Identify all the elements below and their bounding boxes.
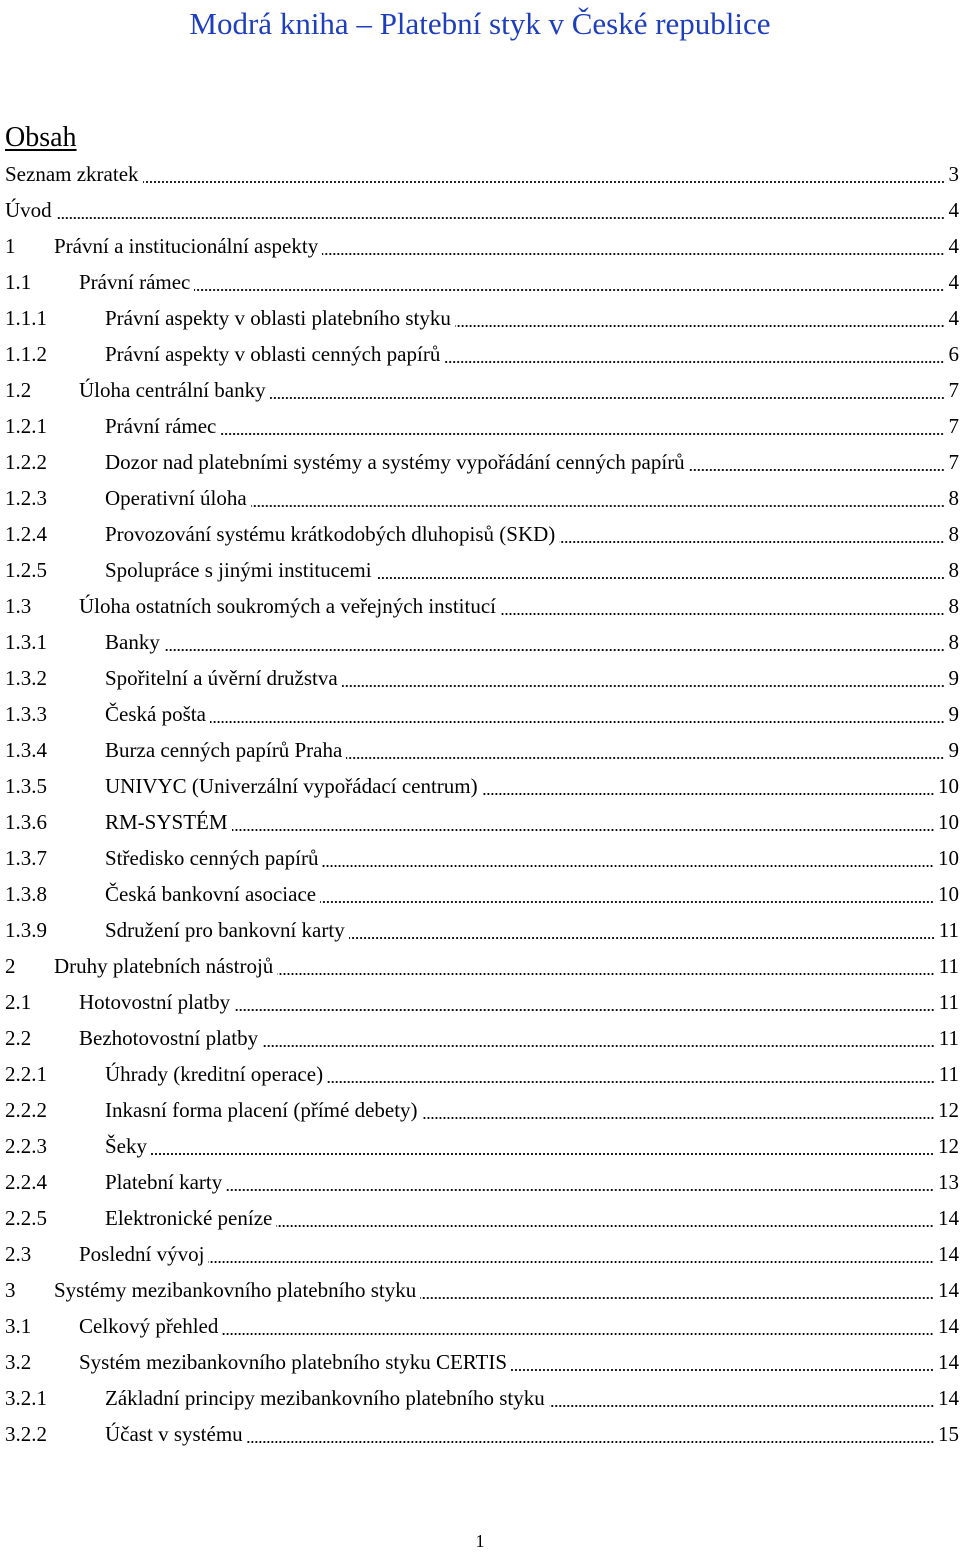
toc-entry[interactable] xyxy=(5,372,959,408)
toc-leader-dots xyxy=(210,721,945,723)
page-number: 1 xyxy=(475,1531,485,1551)
toc-leader-dots xyxy=(277,973,934,975)
toc-entry-page: 9 xyxy=(945,738,960,763)
toc-entry-page: 14 xyxy=(934,1278,959,1303)
toc-leader-dots xyxy=(320,901,934,903)
toc-leader-dots xyxy=(270,397,945,399)
toc-entry-number: 1.2.2 xyxy=(5,449,47,474)
toc-leader-dots xyxy=(247,1441,934,1443)
toc-entry-page: 13 xyxy=(934,1170,959,1195)
toc-entry[interactable] xyxy=(5,1272,959,1308)
toc-entry-page: 8 xyxy=(945,630,960,655)
toc-entry[interactable] xyxy=(5,480,959,516)
toc-entry-page: 14 xyxy=(934,1242,959,1267)
toc-entry-title: Inkasní forma placení (přímé debety) xyxy=(105,1098,422,1123)
toc-entry-page: 8 xyxy=(945,558,960,583)
document-title: Modrá kniha – Platební styk v České republice xyxy=(189,6,771,41)
toc-entry-page: 7 xyxy=(945,378,960,403)
toc-entry-title: Úloha ostatních soukromých a veřejných institucí xyxy=(79,594,500,619)
toc-entry-number: 1.3 xyxy=(5,593,32,618)
toc-leader-dots xyxy=(322,865,934,867)
toc-entry[interactable] xyxy=(5,192,959,228)
toc-leader-dots xyxy=(151,1153,934,1155)
toc-entry-title: Základní principy mezibankovního platebního styku xyxy=(105,1386,549,1411)
toc-entry-number: 1 xyxy=(5,233,16,258)
toc-entry-title: Seznam zkratek xyxy=(5,162,143,187)
toc-entry-number: 1.3.1 xyxy=(5,629,47,654)
toc-leader-dots xyxy=(444,361,944,363)
toc-entry-page: 11 xyxy=(935,1026,959,1051)
toc-leader-dots xyxy=(455,325,945,327)
toc-entry-page: 8 xyxy=(945,522,960,547)
toc-entry-page: 15 xyxy=(934,1422,959,1447)
toc-entry[interactable] xyxy=(5,336,959,372)
toc-leader-dots xyxy=(422,1117,934,1119)
toc-leader-dots xyxy=(56,217,945,219)
toc-leader-dots xyxy=(251,505,945,507)
toc-entry-number: 1.2.1 xyxy=(5,413,47,438)
toc-leader-dots xyxy=(689,469,945,471)
toc-entry-title: Banky xyxy=(105,630,164,655)
toc-entry[interactable] xyxy=(5,840,959,876)
toc-entry-number: 3.2.2 xyxy=(5,1421,47,1446)
toc-entry-number: 2.3 xyxy=(5,1241,32,1266)
toc-entry-number: 1.3.5 xyxy=(5,773,47,798)
toc-leader-dots xyxy=(322,253,944,255)
toc-entry-title: Hotovostní platby xyxy=(79,990,234,1015)
toc-leader-dots xyxy=(349,937,935,939)
toc-entry-number: 1.3.4 xyxy=(5,737,47,762)
toc-entry-page: 10 xyxy=(934,810,959,835)
toc-entry-page: 14 xyxy=(934,1206,959,1231)
toc-entry[interactable] xyxy=(5,1344,959,1380)
toc-leader-dots xyxy=(232,829,934,831)
toc-entry-title: Sdružení pro bankovní karty xyxy=(105,918,349,943)
toc-entry-number: 1.3.3 xyxy=(5,701,47,726)
toc-entry-page: 9 xyxy=(945,702,960,727)
toc-leader-dots xyxy=(482,793,934,795)
toc-entry-number: 2.2 xyxy=(5,1025,32,1050)
toc-entry[interactable] xyxy=(5,300,959,336)
toc-entry-page: 7 xyxy=(945,450,960,475)
toc-leader-dots xyxy=(194,289,944,291)
toc-entry-page: 8 xyxy=(945,486,960,511)
toc-leader-dots xyxy=(376,577,945,579)
toc-entry-number: 2 xyxy=(5,953,16,978)
toc-entry-title: Právní rámec xyxy=(79,270,194,295)
toc-entry[interactable] xyxy=(5,624,959,660)
toc-entry-number: 3.2.1 xyxy=(5,1385,47,1410)
toc-entry-page: 6 xyxy=(945,342,960,367)
toc-entry-page: 11 xyxy=(935,954,959,979)
toc-entry-title: Dozor nad platebními systémy a systémy vypořádání cenných papírů xyxy=(105,450,689,475)
toc-entry[interactable] xyxy=(5,516,959,552)
toc-entry-title: Středisko cenných papírů xyxy=(105,846,322,871)
toc-entry-number: 2.1 xyxy=(5,989,32,1014)
toc-entry[interactable] xyxy=(5,1380,959,1416)
toc-entry-number: 3.2 xyxy=(5,1349,32,1374)
toc-entry-page: 4 xyxy=(945,234,960,259)
toc-entry-title: Česká bankovní asociace xyxy=(105,882,320,907)
toc-entry-page: 10 xyxy=(934,774,959,799)
toc-entry-title: Úvod xyxy=(5,198,56,223)
toc-entry[interactable] xyxy=(5,156,959,192)
toc-entry-title: UNIVYC (Univerzální vypořádací centrum) xyxy=(105,774,482,799)
toc-entry-number: 1.2.5 xyxy=(5,557,47,582)
toc-entry-number: 2.2.5 xyxy=(5,1205,47,1230)
toc-entry-title: Provozování systému krátkodobých dluhopisů (SKD) xyxy=(105,522,559,547)
toc-entry[interactable] xyxy=(5,1092,959,1128)
toc-leader-dots xyxy=(342,685,945,687)
toc-leader-dots xyxy=(549,1405,934,1407)
toc-entry-title: Systém mezibankovního platebního styku CERTIS xyxy=(79,1350,511,1375)
toc-entry-number: 1.1.1 xyxy=(5,305,47,330)
toc-entry-page: 11 xyxy=(935,918,959,943)
toc-entry-number: 1.3.2 xyxy=(5,665,47,690)
toc-entry-number: 1.2.3 xyxy=(5,485,47,510)
toc-entry-page: 11 xyxy=(935,1062,959,1087)
toc-entry-page: 8 xyxy=(945,594,960,619)
toc-entry-number: 1.2 xyxy=(5,377,32,402)
toc-entry-page: 12 xyxy=(934,1134,959,1159)
toc-entry-number: 1.2.4 xyxy=(5,521,47,546)
toc-entry-number: 2.2.2 xyxy=(5,1097,47,1122)
toc-entry-page: 4 xyxy=(945,306,960,331)
toc-leader-dots xyxy=(500,613,945,615)
toc-leader-dots xyxy=(511,1369,934,1371)
toc-entry-title: Spořitelní a úvěrní družstva xyxy=(105,666,342,691)
toc-entry-number: 1.3.8 xyxy=(5,881,47,906)
toc-entry-number: 2.2.3 xyxy=(5,1133,47,1158)
toc-entry-title: Bezhotovostní platby xyxy=(79,1026,262,1051)
toc-entry-number: 2.2.1 xyxy=(5,1061,47,1086)
toc-entry[interactable] xyxy=(5,264,959,300)
toc-entry[interactable] xyxy=(5,408,959,444)
toc-leader-dots xyxy=(220,433,944,435)
toc-entry[interactable] xyxy=(5,696,959,732)
toc-entry-title: Poslední vývoj xyxy=(79,1242,208,1267)
toc-leader-dots xyxy=(222,1333,934,1335)
toc-leader-dots xyxy=(143,181,945,183)
toc-entry[interactable] xyxy=(5,228,959,264)
toc-entry[interactable] xyxy=(5,1128,959,1164)
toc-entry-title: Šeky xyxy=(105,1134,151,1159)
toc-entry[interactable] xyxy=(5,660,959,696)
toc-heading: Obsah xyxy=(5,122,77,153)
table-of-contents xyxy=(5,156,959,1452)
toc-entry[interactable] xyxy=(5,1200,959,1236)
toc-entry-title: Právní aspekty v oblasti platebního styku xyxy=(105,306,455,331)
toc-leader-dots xyxy=(164,649,945,651)
toc-entry-page: 4 xyxy=(945,198,960,223)
toc-entry-title: Právní rámec xyxy=(105,414,220,439)
toc-entry-page: 3 xyxy=(945,162,960,187)
toc-entry-page: 14 xyxy=(934,1314,959,1339)
toc-entry-page: 7 xyxy=(945,414,960,439)
toc-entry[interactable] xyxy=(5,444,959,480)
toc-entry-page: 9 xyxy=(945,666,960,691)
toc-entry-title: Celkový přehled xyxy=(79,1314,222,1339)
toc-leader-dots xyxy=(234,1009,935,1011)
toc-entry-title: Úloha centrální banky xyxy=(79,378,270,403)
toc-leader-dots xyxy=(420,1297,934,1299)
toc-entry-number: 1.3.7 xyxy=(5,845,47,870)
toc-entry[interactable] xyxy=(5,1416,959,1452)
toc-entry[interactable] xyxy=(5,876,959,912)
toc-entry-number: 2.2.4 xyxy=(5,1169,47,1194)
toc-entry[interactable] xyxy=(5,588,959,624)
toc-entry[interactable] xyxy=(5,552,959,588)
toc-entry-title: Česká pošta xyxy=(105,702,210,727)
toc-entry[interactable] xyxy=(5,732,959,768)
toc-entry-title: Operativní úloha xyxy=(105,486,251,511)
toc-entry-number: 3 xyxy=(5,1277,16,1302)
toc-entry[interactable] xyxy=(5,1056,959,1092)
toc-entry-page: 10 xyxy=(934,846,959,871)
toc-entry[interactable] xyxy=(5,804,959,840)
toc-leader-dots xyxy=(226,1189,934,1191)
toc-entry-title: Platební karty xyxy=(105,1170,226,1195)
toc-entry-title: Burza cenných papírů Praha xyxy=(105,738,346,763)
toc-entry[interactable] xyxy=(5,984,959,1020)
toc-entry-title: Spolupráce s jinými institucemi xyxy=(105,558,376,583)
toc-entry-page: 4 xyxy=(945,270,960,295)
toc-leader-dots xyxy=(327,1081,935,1083)
toc-entry[interactable] xyxy=(5,1236,959,1272)
toc-entry[interactable] xyxy=(5,1164,959,1200)
toc-entry-number: 3.1 xyxy=(5,1313,32,1338)
toc-entry-title: RM-SYSTÉM xyxy=(105,810,232,835)
toc-entry-page: 12 xyxy=(934,1098,959,1123)
toc-entry-number: 1.3.9 xyxy=(5,917,47,942)
toc-entry[interactable] xyxy=(5,1308,959,1344)
toc-entry-number: 1.1 xyxy=(5,269,32,294)
toc-entry[interactable] xyxy=(5,948,959,984)
toc-leader-dots xyxy=(346,757,944,759)
toc-entry-title: Právní a institucionální aspekty xyxy=(54,234,322,259)
toc-entry-number: 1.3.6 xyxy=(5,809,47,834)
toc-entry[interactable] xyxy=(5,912,959,948)
toc-entry-number: 1.1.2 xyxy=(5,341,47,366)
toc-leader-dots xyxy=(262,1045,935,1047)
toc-entry[interactable] xyxy=(5,1020,959,1056)
toc-entry-title: Účast v systému xyxy=(105,1422,247,1447)
toc-entry-title: Systémy mezibankovního platebního styku xyxy=(54,1278,420,1303)
toc-entry-page: 14 xyxy=(934,1386,959,1411)
toc-leader-dots xyxy=(208,1261,934,1263)
toc-entry-page: 14 xyxy=(934,1350,959,1375)
toc-entry-title: Právní aspekty v oblasti cenných papírů xyxy=(105,342,444,367)
toc-leader-dots xyxy=(559,541,944,543)
toc-entry-page: 11 xyxy=(935,990,959,1015)
toc-entry-page: 10 xyxy=(934,882,959,907)
toc-entry-title: Druhy platebních nástrojů xyxy=(54,954,277,979)
toc-entry[interactable] xyxy=(5,768,959,804)
toc-entry-title: Elektronické peníze xyxy=(105,1206,276,1231)
toc-leader-dots xyxy=(276,1225,934,1227)
toc-entry-title: Úhrady (kreditní operace) xyxy=(105,1062,327,1087)
